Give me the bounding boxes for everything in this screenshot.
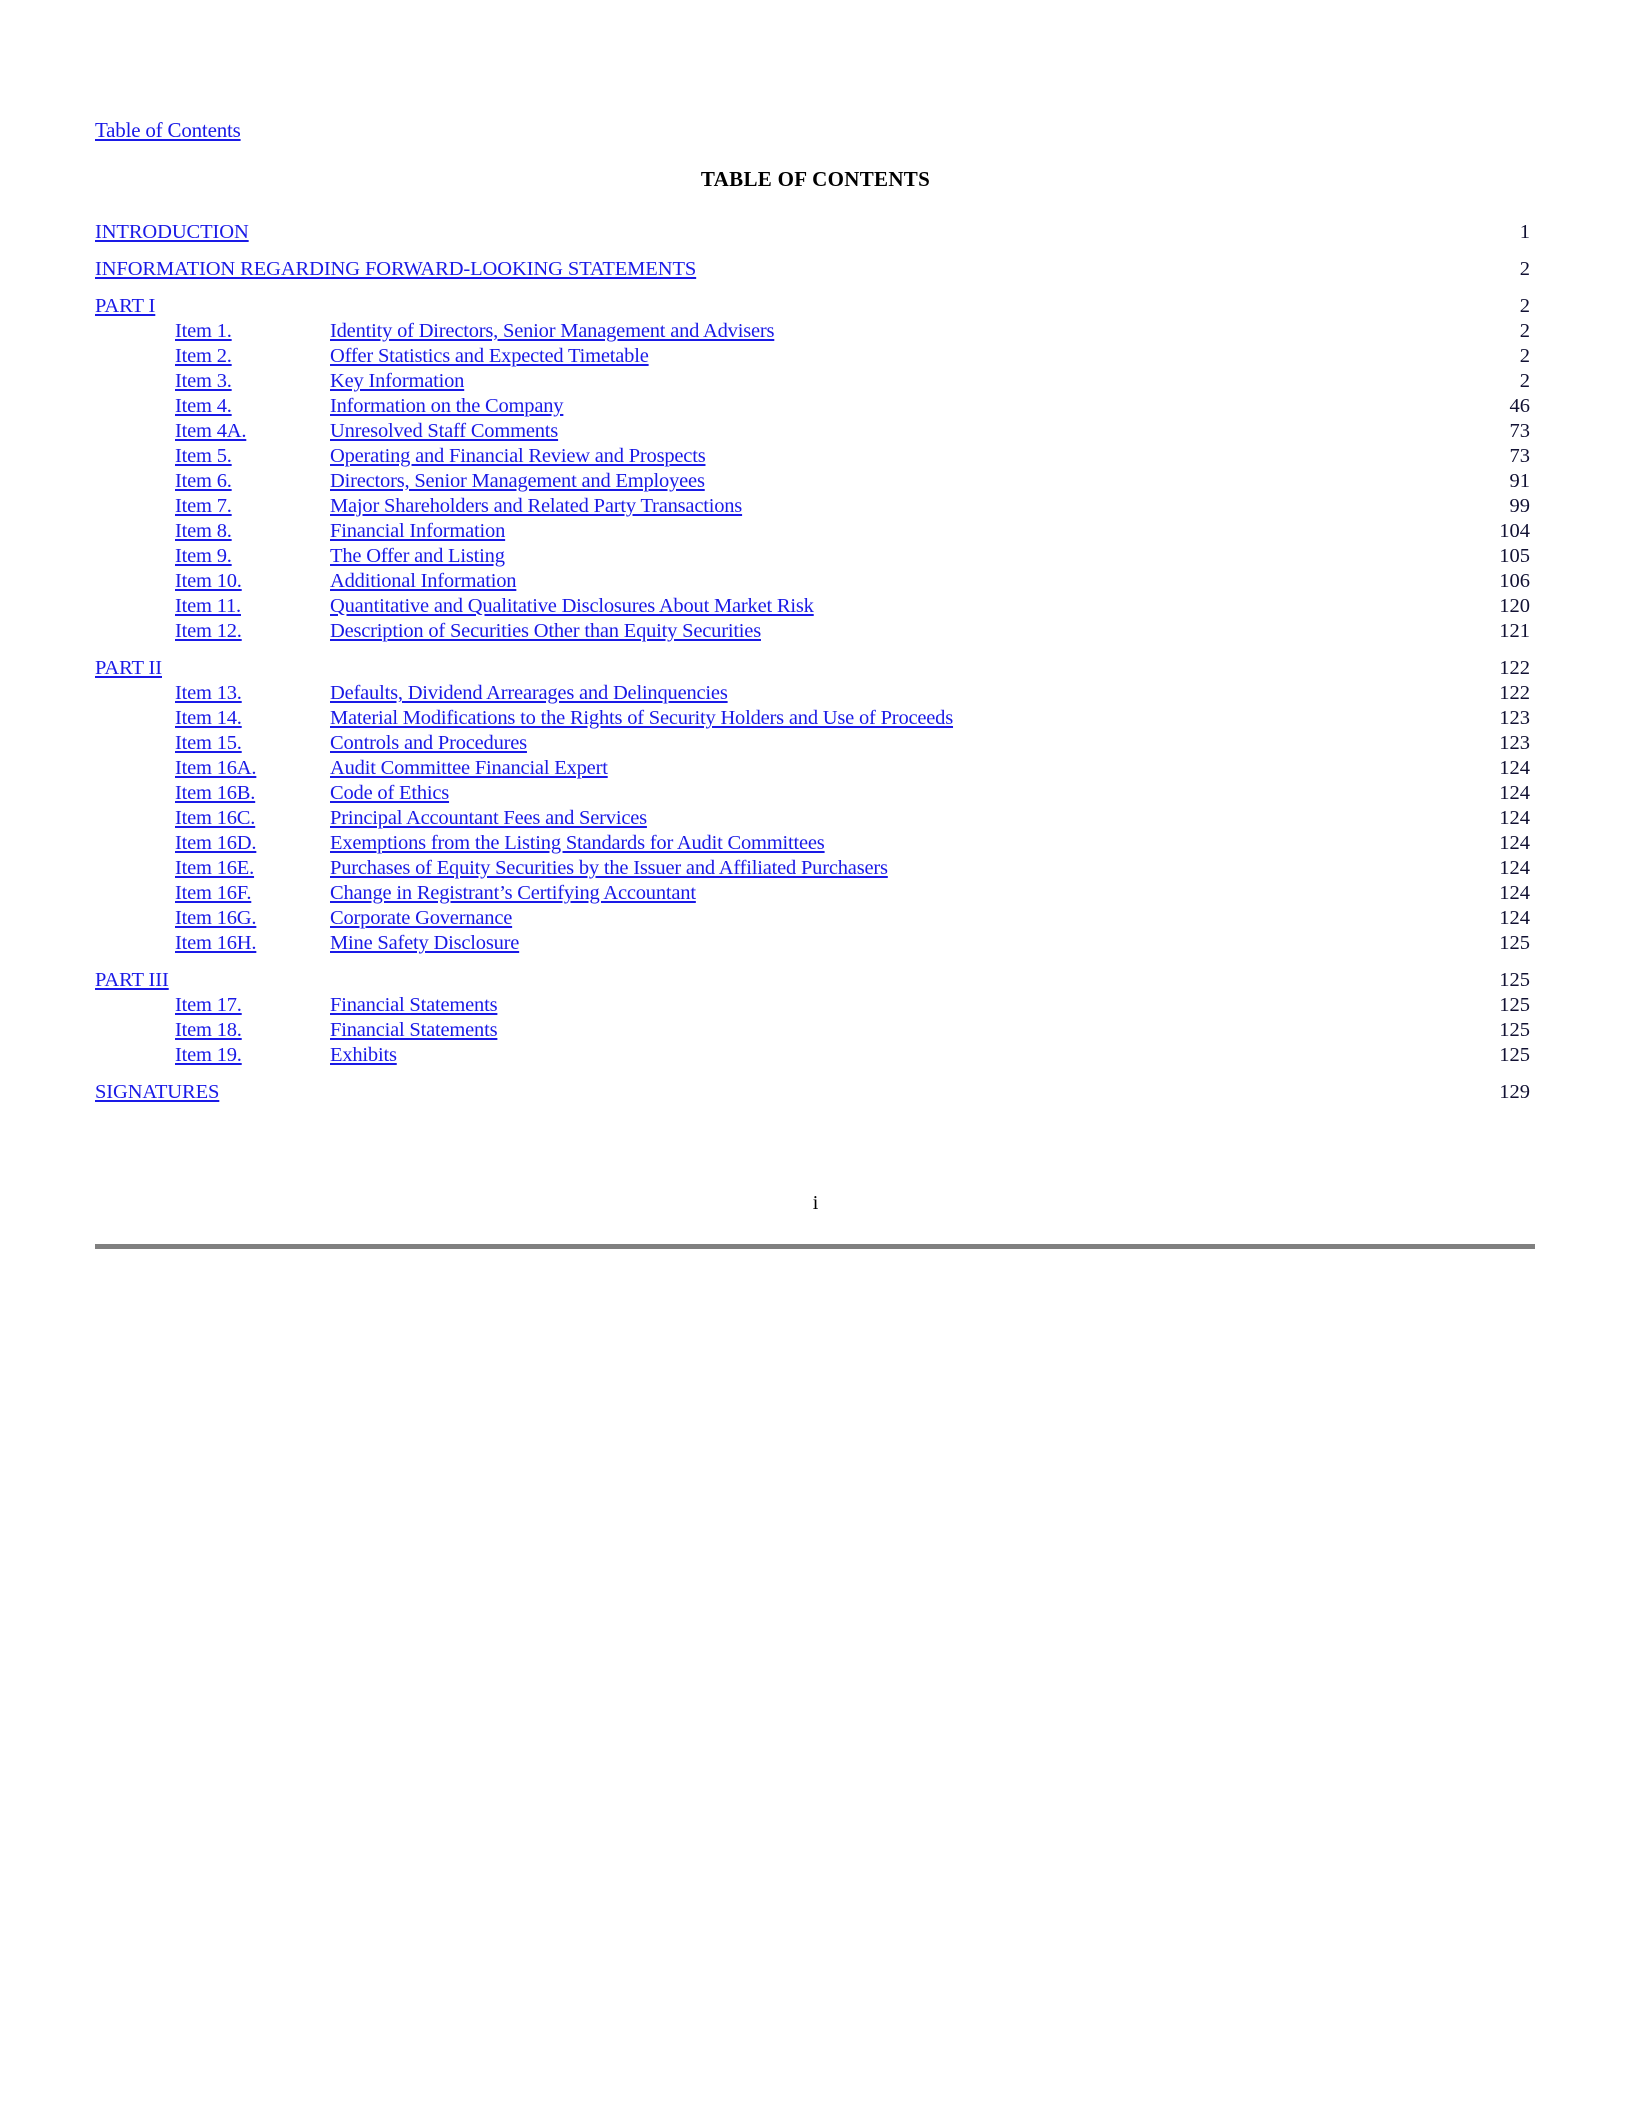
toc-section-heading-cell (95, 220, 1440, 245)
toc-item-title-cell (330, 681, 1440, 706)
toc-item-number-link[interactable]: Item 16G. (175, 907, 257, 929)
toc-item-title-link[interactable]: Key Information (330, 370, 465, 392)
toc-item-title-cell (330, 1043, 1440, 1068)
footer-divider (95, 1244, 1535, 1249)
toc-item-row (95, 756, 1535, 781)
toc-item-page-number: 122 (1499, 682, 1530, 704)
toc-spacer-row (95, 644, 1535, 656)
toc-item-page-number: 121 (1499, 620, 1530, 642)
toc-item-title-cell (330, 993, 1440, 1018)
toc-item-page-number: 120 (1499, 595, 1530, 617)
toc-section-link[interactable]: PART I (95, 295, 156, 317)
toc-item-number-cell (95, 881, 330, 906)
toc-item-title-link[interactable]: Financial Statements (330, 1019, 498, 1041)
toc-item-number-link[interactable]: Item 3. (175, 370, 232, 392)
toc-item-number-cell (95, 831, 330, 856)
page-title: TABLE OF CONTENTS (700, 167, 931, 191)
toc-item-page-number: 91 (1509, 470, 1530, 492)
toc-item-number-cell (95, 806, 330, 831)
toc-item-page-number: 124 (1499, 907, 1530, 929)
toc-item-title-cell (330, 781, 1440, 806)
toc-item-number-link[interactable]: Item 16D. (175, 832, 257, 854)
toc-item-title-link[interactable]: Financial Statements (330, 994, 498, 1016)
toc-item-row (95, 444, 1535, 469)
toc-item-title-cell (330, 594, 1440, 619)
toc-section-row (95, 1080, 1535, 1105)
toc-item-title-cell (330, 931, 1440, 956)
toc-item-title-cell (330, 831, 1440, 856)
toc-item-number-link[interactable]: Item 4. (175, 395, 232, 417)
toc-item-title-cell (330, 394, 1440, 419)
toc-item-row (95, 931, 1535, 956)
toc-item-title-link[interactable]: Additional Information (330, 570, 517, 592)
toc-item-number-cell (95, 594, 330, 619)
toc-item-number-cell (95, 369, 330, 394)
toc-item-page-number: 104 (1499, 520, 1530, 542)
toc-item-row (95, 781, 1535, 806)
toc-section-link[interactable]: SIGNATURES (95, 1081, 220, 1103)
toc-item-title-link[interactable]: Information on the Company (330, 395, 564, 417)
toc-spacer-row (95, 956, 1535, 968)
toc-section-row (95, 257, 1535, 282)
toc-item-row (95, 681, 1535, 706)
toc-item-row (95, 544, 1535, 569)
toc-section-page-number: 125 (1499, 969, 1530, 991)
toc-section-link[interactable]: INTRODUCTION (95, 221, 249, 243)
toc-spacer-cell (95, 956, 1535, 968)
toc-item-row (95, 519, 1535, 544)
toc-item-title-link[interactable]: Quantitative and Qualitative Disclosures About Market Risk (330, 595, 814, 617)
toc-item-page-number: 2 (1519, 320, 1530, 342)
toc-item-title-link[interactable]: Change in Registrant’s Certifying Accountant (330, 882, 696, 904)
toc-item-number-cell (95, 519, 330, 544)
toc-item-title-link[interactable]: Description of Securities Other than Equity Securities (330, 620, 761, 642)
toc-item-title-cell (330, 469, 1440, 494)
toc-item-title-link[interactable]: Defaults, Dividend Arrearages and Delinquencies (330, 682, 728, 704)
toc-item-page-number: 124 (1499, 757, 1530, 779)
toc-item-title-cell (330, 344, 1440, 369)
toc-item-page-number: 124 (1499, 807, 1530, 829)
toc-section-heading-cell (95, 257, 1440, 282)
toc-item-number-cell (95, 619, 330, 644)
toc-item-number-link[interactable]: Item 9. (175, 545, 232, 567)
toc-item-row (95, 881, 1535, 906)
toc-item-title-link[interactable]: Exemptions from the Listing Standards for Audit Committees (330, 832, 825, 854)
toc-spacer-cell (95, 282, 1535, 294)
toc-section-link[interactable]: INFORMATION REGARDING FORWARD-LOOKING STATEMENTS (95, 258, 697, 280)
toc-item-number-link[interactable]: Item 13. (175, 682, 242, 704)
toc-item-row (95, 731, 1535, 756)
toc-section-page-number: 2 (1519, 295, 1530, 317)
toc-item-number-cell (95, 419, 330, 444)
toc-section-row (95, 656, 1535, 681)
toc-item-title-cell (330, 756, 1440, 781)
toc-spacer-row (95, 282, 1535, 294)
toc-item-title-cell (330, 731, 1440, 756)
toc-item-title-link[interactable]: Financial Information (330, 520, 506, 542)
toc-item-number-cell (95, 731, 330, 756)
toc-item-number-link[interactable]: Item 16E. (175, 857, 255, 879)
toc-section-heading-cell (95, 968, 1440, 993)
toc-item-number-cell (95, 319, 330, 344)
toc-item-page-number: 73 (1509, 445, 1530, 467)
toc-item-row (95, 369, 1535, 394)
toc-item-row (95, 806, 1535, 831)
toc-item-title-link[interactable]: Exhibits (330, 1044, 397, 1066)
toc-item-number-link[interactable]: Item 5. (175, 445, 232, 467)
toc-item-row (95, 569, 1535, 594)
toc-item-title-link[interactable]: Purchases of Equity Securities by the Issuer and Affiliated Purchasers (330, 857, 888, 879)
toc-item-title-cell (330, 906, 1440, 931)
toc-item-title-cell (330, 519, 1440, 544)
toc-item-number-link[interactable]: Item 15. (175, 732, 242, 754)
page-folio-number: i (812, 1192, 819, 1214)
toc-section-heading-cell (95, 1080, 1440, 1105)
toc-item-title-link[interactable]: Principal Accountant Fees and Services (330, 807, 647, 829)
toc-item-title-cell (330, 881, 1440, 906)
toc-section-page-number: 129 (1499, 1081, 1530, 1103)
toc-item-number-link[interactable]: Item 19. (175, 1044, 242, 1066)
toc-spacer-cell (95, 245, 1535, 257)
toc-item-page-number: 125 (1499, 1044, 1530, 1066)
toc-item-title-link[interactable]: The Offer and Listing (330, 545, 505, 567)
toc-section-link[interactable]: PART III (95, 969, 169, 991)
toc-spacer-cell (95, 644, 1535, 656)
toc-item-number-link[interactable]: Item 12. (175, 620, 242, 642)
toc-item-page-number: 2 (1519, 345, 1530, 367)
toc-item-number-cell (95, 756, 330, 781)
toc-item-number-cell (95, 1043, 330, 1068)
toc-item-number-cell (95, 344, 330, 369)
toc-item-number-link[interactable]: Item 2. (175, 345, 232, 367)
toc-item-row (95, 419, 1535, 444)
toc-item-number-cell (95, 444, 330, 469)
toc-spacer-cell (95, 1068, 1535, 1080)
toc-item-number-link[interactable]: Item 1. (175, 320, 232, 342)
toc-item-number-cell (95, 494, 330, 519)
toc-item-number-link[interactable]: Item 16C. (175, 807, 256, 829)
toc-item-page-number: 124 (1499, 832, 1530, 854)
toc-item-number-cell (95, 469, 330, 494)
toc-section-heading-cell (95, 294, 1440, 319)
toc-item-row (95, 856, 1535, 881)
toc-item-title-cell (330, 494, 1440, 519)
toc-item-row (95, 906, 1535, 931)
toc-section-page-number: 122 (1499, 657, 1530, 679)
toc-item-number-cell (95, 544, 330, 569)
toc-item-number-link[interactable]: Item 18. (175, 1019, 242, 1041)
toc-item-number-link[interactable]: Item 16B. (175, 782, 256, 804)
breadcrumb-table-of-contents-link[interactable]: Table of Contents (95, 118, 241, 142)
toc-item-number-link[interactable]: Item 16H. (175, 932, 257, 954)
toc-item-title-cell (330, 319, 1440, 344)
toc-item-number-cell (95, 931, 330, 956)
toc-item-title-cell (330, 619, 1440, 644)
toc-item-title-cell (330, 1018, 1440, 1043)
toc-item-row (95, 1043, 1535, 1068)
toc-section-row (95, 968, 1535, 993)
toc-item-row (95, 1018, 1535, 1043)
toc-item-number-link[interactable]: Item 14. (175, 707, 242, 729)
toc-section-page-number: 2 (1519, 258, 1530, 280)
toc-item-number-cell (95, 1018, 330, 1043)
toc-item-number-cell (95, 681, 330, 706)
toc-item-row (95, 394, 1535, 419)
toc-item-page-number: 106 (1499, 570, 1530, 592)
toc-item-page-number: 125 (1499, 932, 1530, 954)
toc-item-row (95, 993, 1535, 1018)
toc-item-page-number: 124 (1499, 857, 1530, 879)
toc-item-row (95, 494, 1535, 519)
toc-item-number-link[interactable]: Item 16A. (175, 757, 257, 779)
toc-item-row (95, 706, 1535, 731)
toc-item-row (95, 831, 1535, 856)
toc-item-number-link[interactable]: Item 4A. (175, 420, 247, 442)
toc-section-heading-cell (95, 656, 1440, 681)
toc-item-title-link[interactable]: Audit Committee Financial Expert (330, 757, 608, 779)
toc-item-page-number: 99 (1509, 495, 1530, 517)
toc-item-page-number: 123 (1499, 732, 1530, 754)
toc-item-row (95, 594, 1535, 619)
toc-item-number-link[interactable]: Item 8. (175, 520, 232, 542)
toc-item-title-cell (330, 856, 1440, 881)
toc-item-number-link[interactable]: Item 7. (175, 495, 232, 517)
toc-spacer-row (95, 1068, 1535, 1080)
toc-item-page-number: 124 (1499, 782, 1530, 804)
toc-item-number-cell (95, 569, 330, 594)
toc-item-title-link[interactable]: Major Shareholders and Related Party Transactions (330, 495, 743, 517)
toc-item-title-link[interactable]: Unresolved Staff Comments (330, 420, 559, 442)
table-of-contents (95, 220, 1535, 1105)
toc-item-title-cell (330, 544, 1440, 569)
toc-item-number-link[interactable]: Item 10. (175, 570, 242, 592)
toc-item-title-link[interactable]: Mine Safety Disclosure (330, 932, 520, 954)
toc-item-title-link[interactable]: Offer Statistics and Expected Timetable (330, 345, 649, 367)
toc-item-number-link[interactable]: Item 17. (175, 994, 242, 1016)
toc-item-number-cell (95, 706, 330, 731)
toc-item-number-link[interactable]: Item 6. (175, 470, 232, 492)
toc-item-row (95, 619, 1535, 644)
toc-item-title-cell (330, 569, 1440, 594)
toc-body (95, 220, 1535, 1105)
toc-item-page-number: 73 (1509, 420, 1530, 442)
toc-item-page-number: 125 (1499, 994, 1530, 1016)
toc-item-title-link[interactable]: Code of Ethics (330, 782, 450, 804)
toc-item-title-link[interactable]: Controls and Procedures (330, 732, 527, 754)
toc-item-title-link[interactable]: Operating and Financial Review and Prospects (330, 445, 706, 467)
toc-item-title-cell (330, 369, 1440, 394)
toc-item-title-link[interactable]: Directors, Senior Management and Employees (330, 470, 705, 492)
toc-item-number-link[interactable]: Item 11. (175, 595, 241, 617)
toc-item-page-number: 105 (1499, 545, 1530, 567)
toc-item-title-link[interactable]: Corporate Governance (330, 907, 513, 929)
toc-item-number-cell (95, 856, 330, 881)
toc-item-row (95, 344, 1535, 369)
toc-item-title-link[interactable]: Material Modifications to the Rights of Security Holders and Use of Proceeds (330, 707, 954, 729)
toc-item-page-number: 125 (1499, 1019, 1530, 1041)
toc-item-title-cell (330, 444, 1440, 469)
toc-item-number-cell (95, 906, 330, 931)
toc-spacer-row (95, 245, 1535, 257)
toc-item-title-cell (330, 419, 1440, 444)
toc-item-number-cell (95, 993, 330, 1018)
toc-item-number-link[interactable]: Item 16F. (175, 882, 252, 904)
toc-item-page-number: 2 (1519, 370, 1530, 392)
toc-section-row (95, 294, 1535, 319)
toc-section-link[interactable]: PART II (95, 657, 162, 679)
toc-item-page-number: 123 (1499, 707, 1530, 729)
toc-item-title-cell (330, 706, 1440, 731)
toc-item-row (95, 469, 1535, 494)
toc-item-number-cell (95, 781, 330, 806)
toc-item-title-link[interactable]: Identity of Directors, Senior Management and Advisers (330, 320, 775, 342)
toc-item-number-cell (95, 394, 330, 419)
toc-item-page-number: 124 (1499, 882, 1530, 904)
toc-item-row (95, 319, 1535, 344)
toc-item-page-number: 46 (1509, 395, 1530, 417)
toc-section-page-number: 1 (1519, 221, 1530, 243)
toc-section-row (95, 220, 1535, 245)
toc-item-title-cell (330, 806, 1440, 831)
